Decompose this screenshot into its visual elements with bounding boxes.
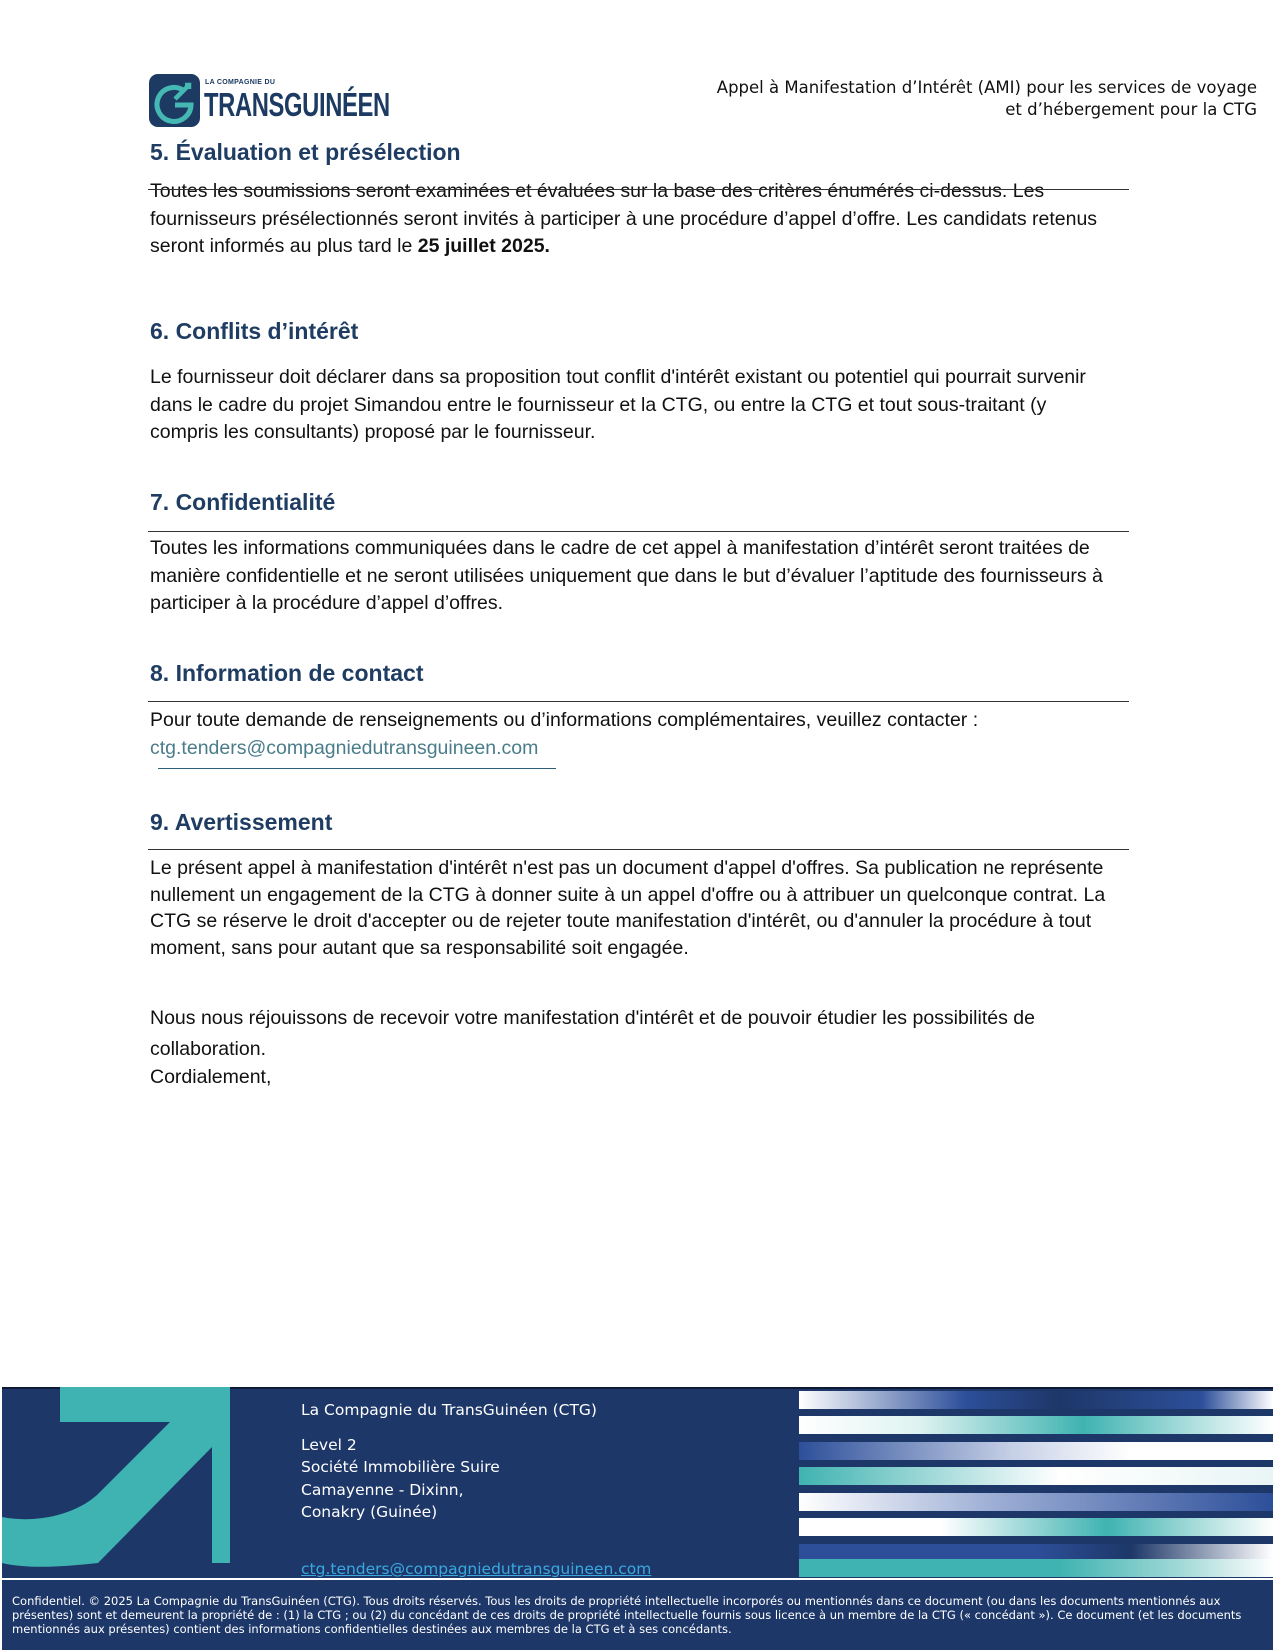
- section-9-heading: 9. Avertissement: [150, 809, 333, 835]
- section-5-date: 25 juillet 2025.: [417, 235, 550, 257]
- footer-address-line: Conakry (Guinée): [301, 1503, 438, 1521]
- footer-address-block: [301, 1399, 597, 1524]
- section-6-paragraph: Le fournisseur doit déclarer dans sa proposition tout conflit d'intérêt existant ou potentiel qui pourrait survenir dans le cadre du projet Simandou entre le fournisseur et la CTG, ou entre la CTG et tout sous-traitant (y compris les consultants) proposé par le fournisseur.: [150, 366, 1086, 443]
- ctg-arrow-logo-icon: [149, 74, 200, 127]
- section-8-text: Pour toute demande de renseignements ou d’informations complémentaires, veuillez contacter :: [150, 709, 979, 731]
- section-6-heading: 6. Conflits d’intérêt: [150, 318, 359, 344]
- email-underline: [158, 768, 556, 769]
- section-9-rule: [148, 849, 1129, 850]
- section-8-rule: [148, 701, 1129, 702]
- section-7-heading: 7. Confidentialité: [150, 489, 336, 515]
- footer-address-line: Level 2: [301, 1435, 357, 1454]
- footer-address-line: Société Immobilière Suire: [301, 1458, 500, 1476]
- page-footer: [2, 1387, 1273, 1650]
- section-5-paragraph: [150, 178, 1110, 261]
- section-5-heading: 5. Évaluation et présélection: [150, 139, 461, 165]
- section-7-rule: [148, 531, 1129, 532]
- closing-paragraph: Nous nous réjouissons de recevoir votre manifestation d'intérêt et de pouvoir étudier les possibilités de collaboration.: [150, 1007, 1035, 1060]
- stripe: [799, 1493, 1273, 1511]
- company-logo: [149, 74, 390, 128]
- footer-address-line: Camayenne - Dixinn,: [301, 1480, 464, 1499]
- section-5-text: Toutes les soumissions seront examinées et évaluées sur la base des critères énumérés ci-dessus. Les fournisseurs présélectionnés seront invités à participer à une procédure d’appel d’offre. Les candidats retenus seront informés au plus tard le: [150, 180, 1098, 257]
- stripe: [799, 1559, 1273, 1577]
- section-9-paragraph: Le présent appel à manifestation d'intérêt n'est pas un document d'appel d'offres. Sa publication ne représente nullement un engagement de la CTG à donner suite à un appel d'offre ou à attribuer un quelconque contrat. La CTG se réserve le droit d'accepter ou de rejeter toute manifestation d'intérêt, ou d'annuler la procédure à tout moment, sans pour autant que sa responsabilité soit engagée.: [150, 857, 1106, 959]
- section-8-heading: 8. Information de contact: [150, 660, 424, 686]
- stripe: [799, 1442, 1273, 1460]
- closing-signoff: Cordialement,: [150, 1066, 272, 1088]
- gradient-stripes-graphic: [799, 1387, 1273, 1584]
- stripe: [799, 1391, 1273, 1409]
- logo-small-text: LA COMPAGNIE DU: [205, 79, 276, 86]
- section-5-rule: [148, 189, 1129, 190]
- footer-company-name: La Compagnie du TransGuinéen (CTG): [301, 1401, 597, 1419]
- stripe: [799, 1518, 1273, 1536]
- footer-separator: [2, 1578, 1273, 1580]
- logo-brand-text: TRANSGUINÉEN: [204, 86, 390, 123]
- document-header-title: Appel à Manifestation d’Intérêt (AMI) pour les services de voyage et d’hébergement pour la CTG: [716, 78, 1257, 119]
- stripe: [799, 1416, 1273, 1434]
- section-7-paragraph: Toutes les informations communiquées dans le cadre de cet appel à manifestation d’intérêt seront traitées de manière confidentielle et ne seront utilisées uniquement que dans le but d’évaluer l’aptitude des fournisseurs à participer à la procédure d’appel d’offres.: [150, 537, 1103, 614]
- footer-email-link[interactable]: ctg.tenders@compagniedutransguineen.com: [301, 1560, 652, 1578]
- footer-disclaimer: Confidentiel. © 2025 La Compagnie du TransGuinéen (CTG). Tous droits réservés. Tous les droits de propriété intellectuelle incorporés ou mentionnés dans ce document (ou dans les documents mentionnés aux présentes) sont et demeurent la propriété de : (1) la CTG ; ou (2) du concédant de ces droits de propriété intellectuelle fournis sous licence à un membre de la CTG (« concédant »). Ce document (et les documents mentionnés aux présentes) contient des informations confidentielles destinées aux membres de la CTG et à ses concédants.: [12, 1594, 1242, 1636]
- teal-arrow-graphic: [2, 1387, 232, 1567]
- section-8-paragraph: [150, 707, 1110, 762]
- stripe: [799, 1467, 1273, 1485]
- contact-email-link[interactable]: ctg.tenders@compagniedutransguineen.com: [150, 736, 539, 759]
